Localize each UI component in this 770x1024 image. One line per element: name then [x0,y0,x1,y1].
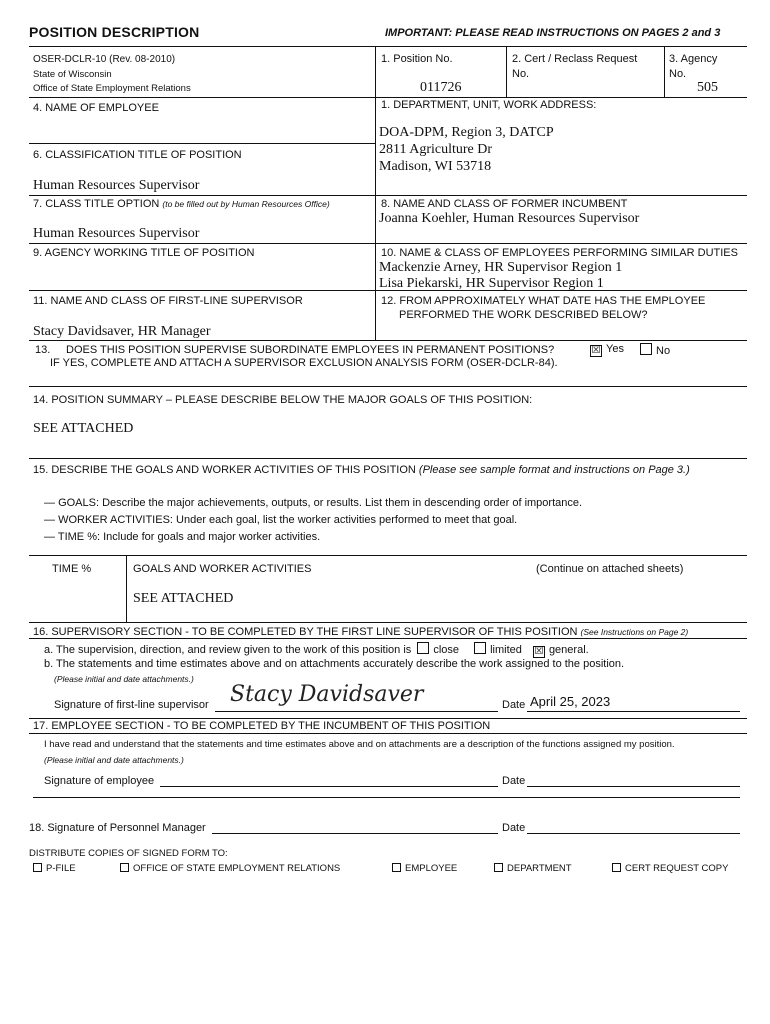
classification-title-value[interactable]: Human Resources Supervisor [33,178,200,193]
supervision-level-text: a. The supervision, direction, and review given to the work of this position is [44,644,412,656]
supervision-close-label: close [433,644,460,656]
statements-accurate: b. The statements and time estimates above and on attachments accurately describe the work assigned to the position. [44,658,625,670]
former-incumbent-label: 8. NAME AND CLASS OF FORMER INCUMBENT [381,198,628,210]
distribute-cert-request-label: CERT REQUEST COPY [625,863,729,874]
distribute-oser[interactable] [120,863,340,874]
personnel-manager-label: 18. Signature of Personnel Manager [29,822,206,834]
employee-signature-label: Signature of employee [44,775,155,787]
agency-no-label: No. [669,68,687,80]
distribute-oser-checkbox[interactable] [120,863,129,872]
supervision-general-label: general. [548,644,589,656]
date-performed-label: 12. FROM APPROXIMATELY WHAT DATE HAS THE EMPLOYEE [381,295,706,307]
employee-section-label: 17. EMPLOYEE SECTION - TO BE COMPLETED BY THE INCUMBENT OF THIS POSITION [33,720,491,732]
time-column-header: TIME % [52,563,92,575]
supervise-no-label: No [656,345,671,357]
supervisor-date-value[interactable]: April 25, 2023 [530,694,611,709]
distribute-cert-request[interactable] [612,863,728,874]
cert-reclass-label: 2. Cert / Reclass Request [512,53,638,65]
supervision-limited-checkbox[interactable] [474,642,486,654]
personnel-manager-date-label: Date [502,822,526,834]
department-line2[interactable]: 2811 Agriculture Dr [379,142,493,157]
agency-label: 3. Agency [669,53,718,65]
state-name: State of Wisconsin [33,69,112,80]
distribute-employee-label: EMPLOYEE [405,863,458,874]
supervise-no-checkbox[interactable] [640,343,652,355]
distribute-pfile[interactable] [33,863,76,874]
form-id: OSER-DCLR-10 (Rev. 08-2010) [33,54,176,65]
employee-initial-note: (Please initial and date attachments.) [44,755,184,765]
supervise-no-option[interactable] [640,343,670,357]
class-title-option-note: (to be filled out by Human Resources Office) [162,199,330,209]
position-no-value[interactable]: 011726 [420,80,462,95]
supervision-close-checkbox[interactable] [417,642,429,654]
distribute-pfile-checkbox[interactable] [33,863,42,872]
class-title-option-text: 7. CLASS TITLE OPTION [33,198,160,210]
form-title: POSITION DESCRIPTION [29,24,200,40]
supervisory-section-note: (See Instructions on Page 2) [580,627,689,637]
date-performed-label-2: PERFORMED THE WORK DESCRIBED BELOW? [399,309,648,321]
distribute-employee-checkbox[interactable] [392,863,401,872]
department-line3[interactable]: Madison, WI 53718 [379,159,492,174]
goals-bullet-1-text: GOALS: Describe the major achievements, outputs, or results. List them in descending order of importance. [58,497,583,509]
supervise-followup: IF YES, COMPLETE AND ATTACH A SUPERVISOR EXCLUSION ANALYSIS FORM (OSER-DCLR-84). [50,357,558,369]
supervision-limited-label: limited [490,644,522,656]
supervisor-signature-label: Signature of first-line supervisor [54,699,209,711]
supervise-number: 13. [35,344,51,356]
similar-duties-label: 10. NAME & CLASS OF EMPLOYEES PERFORMING SIMILAR DUTIES [381,247,738,259]
position-no-label: 1. Position No. [381,53,453,65]
distribute-oser-label: OFFICE OF STATE EMPLOYMENT RELATIONS [133,863,341,874]
supervisor-name-label: 11. NAME AND CLASS OF FIRST-LINE SUPERVISOR [33,295,303,307]
goals-column-header: GOALS AND WORKER ACTIVITIES [133,563,312,575]
goals-bullet-3: — TIME %: Include for goals and major worker activities. [44,531,321,543]
position-summary-label: 14. POSITION SUMMARY – PLEASE DESCRIBE BELOW THE MAJOR GOALS OF THIS POSITION: [33,394,533,406]
class-title-option-label [33,198,330,210]
classification-title-label: 6. CLASSIFICATION TITLE OF POSITION [33,149,242,161]
supervise-yes-option[interactable] [590,343,624,357]
goals-value[interactable]: SEE ATTACHED [133,591,234,606]
distribute-label: DISTRIBUTE COPIES OF SIGNED FORM TO: [29,848,228,859]
distribute-department-checkbox[interactable] [494,863,503,872]
supervisor-initial-note: (Please initial and date attachments.) [54,674,194,684]
similar-duties-value1[interactable]: Mackenzie Arney, HR Supervisor Region 1 [379,260,623,275]
supervisor-signature[interactable]: Stacy Davidsaver [230,682,424,707]
employee-date-label: Date [502,775,526,787]
department-label: 1. DEPARTMENT, UNIT, WORK ADDRESS: [381,99,597,111]
goals-bullet-3-text: TIME %: Include for goals and major worker activities. [57,531,321,543]
working-title-label: 9. AGENCY WORKING TITLE OF POSITION [33,247,255,259]
class-title-option-value[interactable]: Human Resources Supervisor [33,226,200,241]
goals-bullet-2-text: WORKER ACTIVITIES: Under each goal, list the worker activities performed to meet that goal. [58,514,518,526]
supervise-question: DOES THIS POSITION SUPERVISE SUBORDINATE EMPLOYEES IN PERMANENT POSITIONS? [66,344,555,356]
distribute-pfile-label: P-FILE [46,863,76,874]
supervisory-section-text: 16. SUPERVISORY SECTION - TO BE COMPLETED BY THE FIRST LINE SUPERVISOR OF THIS POSITION [33,626,578,638]
goals-bullet-2: — WORKER ACTIVITIES: Under each goal, list the worker activities performed to meet that goal. [44,514,518,526]
employee-acknowledgement: I have read and understand that the statements and time estimates above and on attachments are a description of the functions assigned my position. [44,739,675,750]
distribute-department-label: DEPARTMENT [507,863,572,874]
supervise-yes-label: Yes [606,343,624,355]
employee-name-label: 4. NAME OF EMPLOYEE [33,102,159,114]
agency-no-value[interactable]: 505 [697,80,718,95]
goals-bullet-1: — GOALS: Describe the major achievements, outputs, or results. List them in descending order of importance. [44,497,583,509]
supervision-level-row [44,642,589,658]
similar-duties-value2[interactable]: Lisa Piekarski, HR Supervisor Region 1 [379,276,604,291]
position-summary-value[interactable]: SEE ATTACHED [33,421,134,436]
former-incumbent-value[interactable]: Joanna Koehler, Human Resources Supervisor [379,211,640,226]
supervisory-section-label [33,626,688,638]
continue-note: (Continue on attached sheets) [536,563,684,575]
supervisor-date-label: Date [502,699,526,711]
office-name: Office of State Employment Relations [33,83,191,94]
important-note: IMPORTANT: PLEASE READ INSTRUCTIONS ON PAGES 2 and 3 [385,27,721,39]
goals-section-text: 15. DESCRIBE THE GOALS AND WORKER ACTIVITIES OF THIS POSITION [33,464,416,476]
supervision-general-checkbox[interactable]: ☒ [534,646,544,657]
supervise-yes-checkbox[interactable]: ☒ [591,345,601,356]
department-line1[interactable]: DOA-DPM, Region 3, DATCP [379,125,554,140]
distribute-cert-request-checkbox[interactable] [612,863,621,872]
goals-section-label [33,464,690,476]
goals-section-note: (Please see sample format and instructions on Page 3.) [418,464,690,476]
cert-reclass-no-label: No. [512,68,530,80]
supervisor-name-value[interactable]: Stacy Davidsaver, HR Manager [33,324,211,339]
distribute-employee[interactable] [392,863,457,874]
distribute-department[interactable] [494,863,572,874]
